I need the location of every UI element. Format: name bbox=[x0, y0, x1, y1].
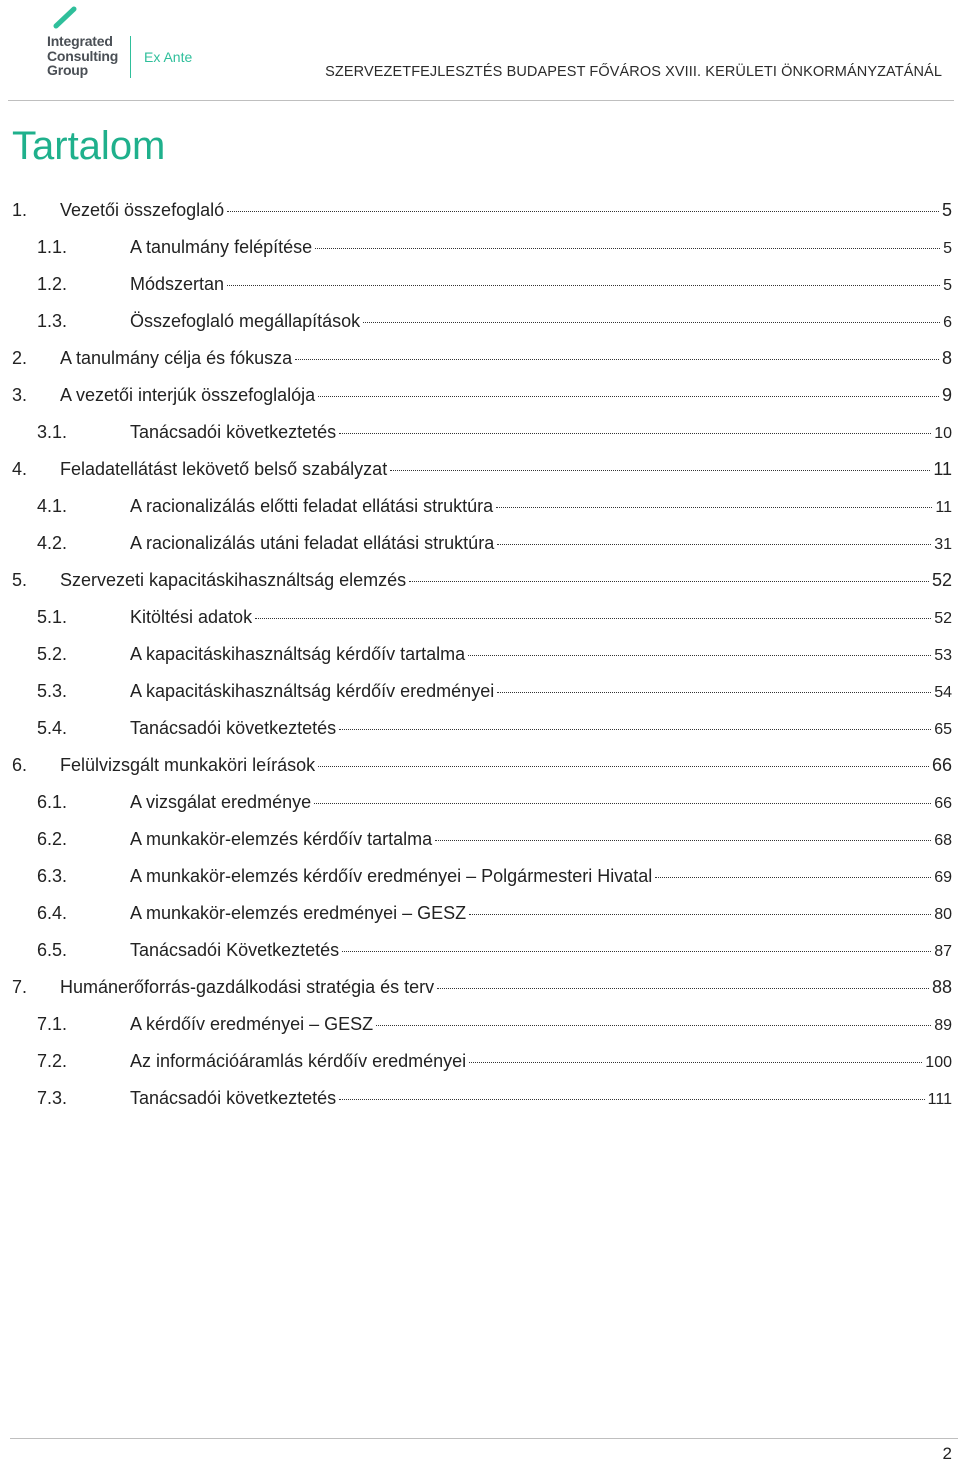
toc-entry-number: 7. bbox=[12, 977, 28, 997]
toc-heading: Tartalom bbox=[12, 124, 166, 168]
toc-entry[interactable] bbox=[0, 784, 960, 821]
toc-entry[interactable] bbox=[0, 636, 960, 673]
toc-entry[interactable] bbox=[0, 229, 960, 266]
toc-entry[interactable] bbox=[0, 377, 960, 414]
toc-entry-page: 66 bbox=[931, 755, 952, 775]
toc-entry-page: 6 bbox=[943, 314, 952, 331]
toc-entry-line bbox=[130, 1051, 952, 1072]
logo-line-3: Group bbox=[47, 62, 88, 78]
toc-entry-page: 11 bbox=[935, 499, 952, 516]
toc-entry-page: 5 bbox=[943, 277, 952, 294]
toc-entry-page: 87 bbox=[934, 943, 952, 960]
toc-dot-leader bbox=[409, 580, 929, 582]
toc-entry-title: Tanácsadói következtetés bbox=[130, 1088, 337, 1108]
toc-dot-leader bbox=[295, 358, 939, 360]
toc-entry-number: 4. bbox=[12, 459, 28, 479]
toc-entry-number: 5. bbox=[12, 570, 28, 590]
toc-entry-title: Kitöltési adatok bbox=[130, 607, 253, 627]
toc-entry-page: 88 bbox=[931, 977, 952, 997]
toc-entry[interactable] bbox=[0, 488, 960, 525]
toc-dot-leader bbox=[469, 1061, 922, 1063]
toc-entry-line bbox=[130, 422, 952, 443]
toc-entry[interactable] bbox=[0, 340, 960, 377]
footer-rule bbox=[10, 1438, 958, 1439]
toc-entry-number: 7.2. bbox=[37, 1051, 68, 1071]
toc-entry-page: 31 bbox=[934, 536, 952, 553]
toc-entry-title: Szervezeti kapacitáskihasználtság elemzés bbox=[60, 570, 407, 590]
toc-entry-line bbox=[60, 200, 952, 221]
toc-entry-title: Humánerőforrás-gazdálkodási stratégia és terv bbox=[60, 977, 435, 997]
page-header bbox=[0, 0, 960, 100]
toc-dot-leader bbox=[390, 469, 930, 471]
toc-dot-leader bbox=[339, 728, 931, 730]
toc-entry[interactable] bbox=[0, 451, 960, 488]
toc-entry-page: 111 bbox=[927, 1091, 952, 1108]
toc-entry-number: 3. bbox=[12, 385, 28, 405]
toc-entry-page: 5 bbox=[943, 240, 952, 257]
toc-entry-number: 7.3. bbox=[37, 1088, 68, 1108]
toc-entry-line bbox=[60, 755, 952, 776]
toc-entry-title: A racionalizálás utáni feladat ellátási struktúra bbox=[130, 533, 495, 553]
toc-entry-title: A racionalizálás előtti feladat ellátási struktúra bbox=[130, 496, 494, 516]
toc-dot-leader bbox=[363, 321, 940, 323]
toc-entry-line bbox=[130, 237, 952, 258]
logo-line-1: Integrated bbox=[47, 33, 113, 49]
toc-entry-number: 1. bbox=[12, 200, 28, 220]
toc-entry-page: 52 bbox=[931, 570, 952, 590]
toc-entry-line bbox=[130, 607, 952, 628]
toc-entry-line bbox=[60, 570, 952, 591]
toc-entry[interactable] bbox=[0, 1043, 960, 1080]
toc-dot-leader bbox=[497, 691, 931, 693]
toc-entry[interactable] bbox=[0, 525, 960, 562]
toc-entry[interactable] bbox=[0, 673, 960, 710]
toc-entry-page: 9 bbox=[941, 385, 952, 405]
toc-dot-leader bbox=[314, 802, 931, 804]
toc-entry[interactable] bbox=[0, 1006, 960, 1043]
toc-entry-page: 8 bbox=[941, 348, 952, 368]
toc-entry-page: 54 bbox=[934, 684, 952, 701]
toc-entry-line bbox=[130, 903, 952, 924]
toc-entry-title: Tanácsadói Következtetés bbox=[130, 940, 340, 960]
toc-entry-page: 53 bbox=[934, 647, 952, 664]
toc-entry-title: A kapacitáskihasználtság kérdőív eredményei bbox=[130, 681, 495, 701]
toc-entry-number: 5.2. bbox=[37, 644, 68, 664]
toc-dot-leader bbox=[655, 876, 931, 878]
logo-sub-brand: Ex Ante bbox=[144, 49, 193, 65]
toc-dot-leader bbox=[342, 950, 931, 952]
toc-entry-line bbox=[60, 385, 952, 406]
company-logo bbox=[44, 4, 214, 84]
toc-entry-page: 5 bbox=[941, 200, 952, 220]
toc-entry-line bbox=[60, 977, 952, 998]
toc-entry-title: Tanácsadói következtetés bbox=[130, 718, 337, 738]
toc-entry-page: 65 bbox=[934, 721, 952, 738]
toc-entry-number: 2. bbox=[12, 348, 28, 368]
toc-entry-number: 5.3. bbox=[37, 681, 68, 701]
toc-dot-leader bbox=[227, 284, 940, 286]
toc-entry-title: A munkakör-elemzés kérdőív tartalma bbox=[130, 829, 433, 849]
toc-entry-number: 7.1. bbox=[37, 1014, 68, 1034]
toc-entry-number: 1.1. bbox=[37, 237, 68, 257]
toc-entry-number: 5.4. bbox=[37, 718, 68, 738]
toc-entry-title: A tanulmány felépítése bbox=[130, 237, 313, 257]
toc-dot-leader bbox=[376, 1024, 931, 1026]
toc-dot-leader bbox=[468, 654, 931, 656]
toc-entry[interactable] bbox=[0, 710, 960, 747]
toc-entry-page: 52 bbox=[934, 610, 952, 627]
toc-entry-line bbox=[130, 274, 952, 295]
toc-entry-line bbox=[130, 940, 952, 961]
toc-dot-leader bbox=[497, 543, 931, 545]
toc-entry-line bbox=[130, 681, 952, 702]
toc-entry-title: A kérdőív eredményei – GESZ bbox=[130, 1014, 374, 1034]
toc-dot-leader bbox=[437, 987, 929, 989]
toc-entry-page: 11 bbox=[933, 459, 952, 479]
table-of-contents bbox=[0, 192, 960, 1117]
toc-entry[interactable] bbox=[0, 414, 960, 451]
toc-entry-title: Az információáramlás kérdőív eredményei bbox=[130, 1051, 467, 1071]
toc-entry[interactable] bbox=[0, 858, 960, 895]
toc-dot-leader bbox=[469, 913, 931, 915]
toc-entry-line bbox=[130, 866, 952, 887]
toc-entry[interactable] bbox=[0, 266, 960, 303]
toc-entry-number: 6.2. bbox=[37, 829, 68, 849]
toc-entry[interactable] bbox=[0, 562, 960, 599]
toc-entry-line bbox=[130, 718, 952, 739]
toc-entry-line bbox=[130, 311, 952, 332]
toc-entry-line bbox=[130, 1088, 952, 1109]
toc-entry-title: A tanulmány célja és fókusza bbox=[60, 348, 293, 368]
toc-dot-leader bbox=[339, 432, 931, 434]
toc-dot-leader bbox=[339, 1098, 925, 1100]
toc-entry-number: 4.2. bbox=[37, 533, 68, 553]
toc-entry-line bbox=[60, 348, 952, 369]
toc-entry-page: 68 bbox=[934, 832, 952, 849]
toc-entry-title: A vezetői interjúk összefoglalója bbox=[60, 385, 316, 405]
toc-dot-leader bbox=[318, 395, 939, 397]
header-org-title: SZERVEZETFEJLESZTÉS BUDAPEST FŐVÁROS XVIII. KERÜLETI ÖNKORMÁNYZATÁNÁL bbox=[325, 64, 942, 80]
toc-entry-line bbox=[60, 459, 952, 480]
toc-dot-leader bbox=[255, 617, 931, 619]
toc-entry-number: 6.5. bbox=[37, 940, 68, 960]
toc-entry-line bbox=[130, 792, 952, 813]
toc-entry-number: 6. bbox=[12, 755, 28, 775]
logo-divider bbox=[130, 36, 131, 78]
toc-entry-number: 1.3. bbox=[37, 311, 68, 331]
page-number: 2 bbox=[942, 1444, 952, 1463]
toc-entry-page: 100 bbox=[925, 1054, 952, 1071]
toc-entry-title: A vizsgálat eredménye bbox=[130, 792, 312, 812]
toc-dot-leader bbox=[435, 839, 931, 841]
toc-entry-title: A munkakör-elemzés kérdőív eredményei – Polgármesteri Hivatal bbox=[130, 866, 653, 886]
toc-entry[interactable] bbox=[0, 747, 960, 784]
toc-entry-title: Feladatellátást lekövető belső szabályzat bbox=[60, 459, 388, 479]
toc-entry-line bbox=[130, 644, 952, 665]
toc-entry-number: 6.1. bbox=[37, 792, 68, 812]
logo-company-name bbox=[47, 34, 118, 78]
toc-entry-number: 4.1. bbox=[37, 496, 68, 516]
toc-entry-page: 10 bbox=[934, 425, 952, 442]
toc-entry[interactable] bbox=[0, 932, 960, 969]
toc-entry-title: Vezetői összefoglaló bbox=[60, 200, 225, 220]
logo-line-2: Consulting bbox=[47, 47, 119, 64]
toc-entry[interactable] bbox=[0, 303, 960, 340]
toc-entry-number: 6.3. bbox=[37, 866, 68, 886]
toc-entry-line bbox=[130, 533, 952, 554]
toc-entry[interactable] bbox=[0, 895, 960, 932]
toc-entry[interactable] bbox=[0, 192, 960, 229]
toc-entry-number: 5.1. bbox=[37, 607, 68, 627]
toc-entry-page: 66 bbox=[934, 795, 952, 812]
toc-entry-title: A kapacitáskihasználtság kérdőív tartalma bbox=[130, 644, 466, 664]
toc-entry-line bbox=[130, 829, 952, 850]
toc-entry-number: 1.2. bbox=[37, 274, 68, 294]
toc-entry-title: Módszertan bbox=[130, 274, 225, 294]
toc-entry-line bbox=[130, 1014, 952, 1035]
toc-entry[interactable] bbox=[0, 599, 960, 636]
toc-entry-page: 89 bbox=[934, 1017, 952, 1034]
toc-dot-leader bbox=[318, 765, 929, 767]
toc-entry-title: A munkakör-elemzés eredményei – GESZ bbox=[130, 903, 467, 923]
toc-entry-page: 69 bbox=[934, 869, 952, 886]
toc-entry-title: Felülvizsgált munkaköri leírások bbox=[60, 755, 316, 775]
toc-entry[interactable] bbox=[0, 821, 960, 858]
toc-dot-leader bbox=[496, 506, 932, 508]
logo-slash-icon bbox=[52, 6, 78, 30]
toc-dot-leader bbox=[227, 210, 939, 212]
toc-entry[interactable] bbox=[0, 1080, 960, 1117]
toc-entry-title: Tanácsadói következtetés bbox=[130, 422, 337, 442]
header-rule bbox=[8, 100, 954, 101]
toc-entry-number: 3.1. bbox=[37, 422, 68, 442]
toc-entry-line bbox=[130, 496, 952, 517]
toc-entry-title: Összefoglaló megállapítások bbox=[130, 311, 361, 331]
toc-entry-number: 6.4. bbox=[37, 903, 68, 923]
toc-entry[interactable] bbox=[0, 969, 960, 1006]
toc-dot-leader bbox=[315, 247, 940, 249]
toc-entry-page: 80 bbox=[934, 906, 952, 923]
